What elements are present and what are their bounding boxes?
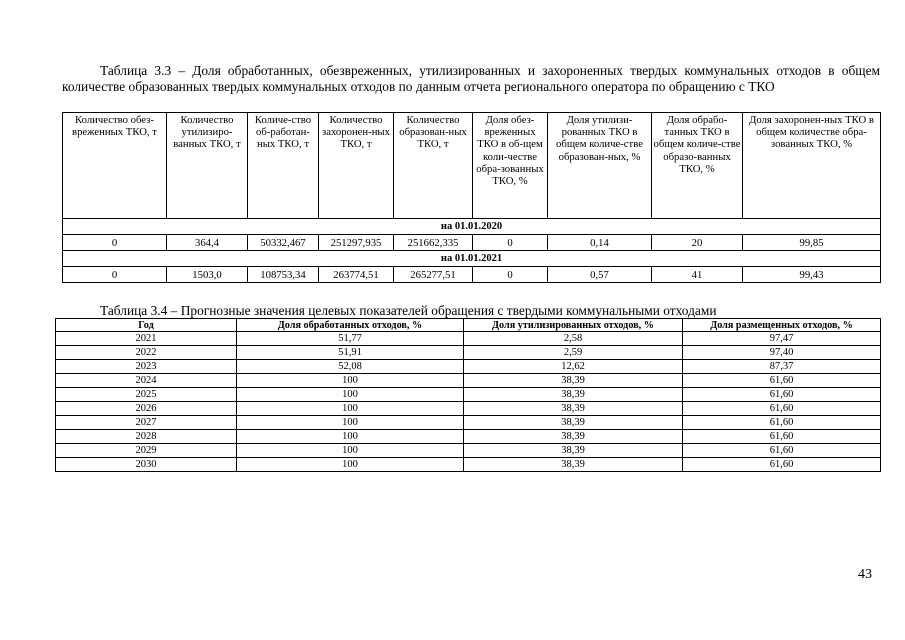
table-3-3-caption: Таблица 3.3 – Доля обработанных, обезвреженных, утилизированных и захороненных твердых коммунальных отходов в общем количестве образованных твердых коммунальных отходов по данным отчета регионального оператора по обращению с ТКО xyxy=(62,63,880,94)
table-cell: 2028 xyxy=(56,430,237,444)
table-cell: 51,77 xyxy=(237,332,464,346)
table-cell: 0 xyxy=(473,267,548,283)
table-cell: 0 xyxy=(63,235,167,251)
column-header: Количе-ство об-работан-ных ТКО, т xyxy=(248,113,319,219)
table-cell: 2,59 xyxy=(464,346,683,360)
table-3-4 xyxy=(55,318,881,472)
column-header: Количество образован-ных ТКО, т xyxy=(394,113,473,219)
column-header: Доля обработанных отходов, % xyxy=(237,319,464,332)
table-cell: 38,39 xyxy=(464,444,683,458)
table-cell: 38,39 xyxy=(464,402,683,416)
column-header: Доля захоронен-ных ТКО в общем количестве обра-зованных ТКО, % xyxy=(743,113,881,219)
table-cell: 2027 xyxy=(56,416,237,430)
table-cell: 263774,51 xyxy=(319,267,394,283)
table-row xyxy=(56,402,881,416)
table-cell: 50332,467 xyxy=(248,235,319,251)
column-header: Доля обез-вреженных ТКО в об-щем коли-честве обра-зованных ТКО, % xyxy=(473,113,548,219)
table-cell: 100 xyxy=(237,430,464,444)
column-header: Количество обез-вреженных ТКО, т xyxy=(63,113,167,219)
table-cell: 2026 xyxy=(56,402,237,416)
table-cell: 2024 xyxy=(56,374,237,388)
column-header: Год xyxy=(56,319,237,332)
table-cell: 1503,0 xyxy=(167,267,248,283)
table-3-4-caption: Таблица 3.4 – Прогнозные значения целевых показателей обращения с твердыми коммунальными отходами xyxy=(100,303,717,318)
table-cell: 251297,935 xyxy=(319,235,394,251)
table-row xyxy=(63,267,881,283)
table-cell: 100 xyxy=(237,402,464,416)
table-cell: 2025 xyxy=(56,388,237,402)
table-3-3 xyxy=(62,112,881,283)
table-cell: 61,60 xyxy=(683,458,881,472)
table-cell: 99,85 xyxy=(743,235,881,251)
column-header: Доля утилизированных отходов, % xyxy=(464,319,683,332)
table-cell: 100 xyxy=(237,374,464,388)
table-row xyxy=(56,388,881,402)
column-header: Количество захоронен-ных ТКО, т xyxy=(319,113,394,219)
table-cell: 2021 xyxy=(56,332,237,346)
table-cell: 108753,34 xyxy=(248,267,319,283)
table-cell: 61,60 xyxy=(683,388,881,402)
column-header: Доля размещенных отходов, % xyxy=(683,319,881,332)
table-header-row xyxy=(56,319,881,332)
table-row xyxy=(56,332,881,346)
table-cell: 61,60 xyxy=(683,430,881,444)
section-label: на 01.01.2021 xyxy=(63,251,881,267)
table-cell: 0 xyxy=(473,235,548,251)
table-cell: 100 xyxy=(237,388,464,402)
table-cell: 61,60 xyxy=(683,402,881,416)
table-row xyxy=(56,458,881,472)
table-cell: 61,60 xyxy=(683,416,881,430)
table-cell: 38,39 xyxy=(464,458,683,472)
table-cell: 100 xyxy=(237,444,464,458)
section-label: на 01.01.2020 xyxy=(63,219,881,235)
table-row xyxy=(56,360,881,374)
table-cell: 100 xyxy=(237,416,464,430)
table-cell: 61,60 xyxy=(683,444,881,458)
table-cell: 2022 xyxy=(56,346,237,360)
table-row xyxy=(56,416,881,430)
table-cell: 251662,335 xyxy=(394,235,473,251)
table-cell: 0,57 xyxy=(548,267,652,283)
table-cell: 364,4 xyxy=(167,235,248,251)
table-row xyxy=(56,444,881,458)
table-cell: 2,58 xyxy=(464,332,683,346)
table-cell: 51,91 xyxy=(237,346,464,360)
table-cell: 38,39 xyxy=(464,374,683,388)
table-cell: 12,62 xyxy=(464,360,683,374)
column-header: Доля обрабо-танных ТКО в общем количе-стве образо-ванных ТКО, % xyxy=(652,113,743,219)
table-row xyxy=(56,346,881,360)
table-cell: 38,39 xyxy=(464,430,683,444)
table-cell: 38,39 xyxy=(464,416,683,430)
table-cell: 97,47 xyxy=(683,332,881,346)
table-row xyxy=(56,374,881,388)
table-cell: 87,37 xyxy=(683,360,881,374)
table-cell: 2029 xyxy=(56,444,237,458)
column-header: Количество утилизиро-ванных ТКО, т xyxy=(167,113,248,219)
table-cell: 2030 xyxy=(56,458,237,472)
table-header-row xyxy=(63,113,881,219)
table-cell: 61,60 xyxy=(683,374,881,388)
table-cell: 2023 xyxy=(56,360,237,374)
column-header: Доля утилизи-рованных ТКО в общем количе-стве образован-ных, % xyxy=(548,113,652,219)
table-row xyxy=(56,430,881,444)
table-row xyxy=(63,235,881,251)
table-cell: 20 xyxy=(652,235,743,251)
table-cell: 97,40 xyxy=(683,346,881,360)
table-cell: 52,08 xyxy=(237,360,464,374)
table-cell: 0 xyxy=(63,267,167,283)
table-cell: 41 xyxy=(652,267,743,283)
table-cell: 265277,51 xyxy=(394,267,473,283)
section-row xyxy=(63,251,881,267)
page-number: 43 xyxy=(858,567,872,582)
table-cell: 38,39 xyxy=(464,388,683,402)
table-cell: 99,43 xyxy=(743,267,881,283)
table-cell: 0,14 xyxy=(548,235,652,251)
section-row xyxy=(63,219,881,235)
table-cell: 100 xyxy=(237,458,464,472)
